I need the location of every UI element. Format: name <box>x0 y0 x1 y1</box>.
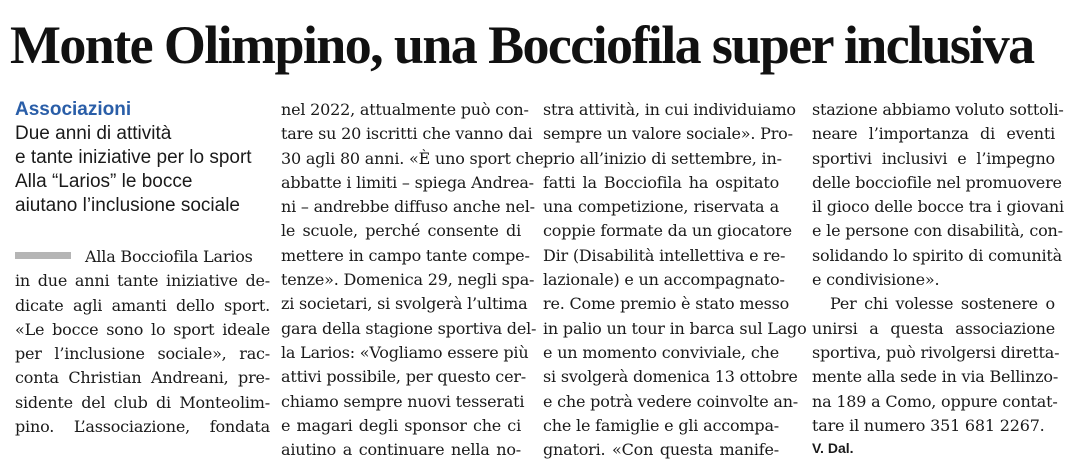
article-line: abbatte i limiti – spiega Andrea- <box>281 172 534 192</box>
article-line: fatti la Bocciofila ha ospitato <box>543 172 779 192</box>
summary-line: Alla “Larios” le bocce <box>15 171 193 192</box>
article-line: il gioco delle bocce tra i giovani <box>812 197 1064 217</box>
article-line: Alla Bocciofila Larios <box>15 245 270 269</box>
article-line: dicate agli amanti dello sport. <box>15 295 270 315</box>
article-line: sempre un valore sociale». Pro- <box>543 124 793 144</box>
section-kicker: Associazioni <box>15 99 132 120</box>
column-4 <box>812 98 1064 458</box>
lead-rule-divider <box>15 252 71 259</box>
article-line: gnatori. «Con questa manife- <box>543 440 779 460</box>
article-line: stra attività, in cui individuiamo <box>543 100 796 119</box>
article-line: si svolgerà domenica 13 ottobre <box>543 367 798 387</box>
column-1 <box>15 98 270 439</box>
article-line: coppie formate da un giocatore <box>543 221 792 241</box>
article-line: le scuole, perché consente di <box>281 221 521 241</box>
article-line: che le famiglie e gli accompa- <box>543 415 779 435</box>
summary-line: Due anni di attività <box>15 123 172 144</box>
article-line: in palio un tour in barca sul Lago <box>543 318 807 338</box>
article-line: sportivi inclusivi e l’impegno <box>812 148 1055 168</box>
article-line: mettere in campo tante compe- <box>281 245 530 265</box>
article-line: unirsi a questa associazione <box>812 318 1055 338</box>
article-line: e un momento conviviale, che <box>543 342 779 362</box>
article-line: chiamo sempre nuovi tesserati <box>281 391 525 411</box>
article-line: 30 agli 80 anni. «È uno sport che <box>281 148 544 168</box>
article-line: per l’inclusione sociale», rac- <box>15 344 270 364</box>
article-line: e le persone con disabilità, con- <box>812 221 1063 241</box>
article-line: re. Come premio è stato messo <box>543 294 790 314</box>
article-line: e condivisione». <box>812 270 940 290</box>
author-signature: V. Dal. <box>812 440 854 457</box>
article-line: mente alla sede in via Bellinzo- <box>812 367 1059 387</box>
article-line: nel 2022, attualmente può con- <box>281 100 529 119</box>
article-line: Dir (Disabilità intellettiva e re- <box>543 245 786 265</box>
article-line: solidando lo spirito di comunità <box>812 245 1062 265</box>
article-line: tare il numero 351 681 2267. <box>812 415 1045 435</box>
article-line: tenze». Domenica 29, negli spa- <box>281 270 535 290</box>
summary-line: aiutano l’inclusione sociale <box>15 195 240 216</box>
column-2 <box>281 98 544 462</box>
article-line: e magari degli sponsor che ci <box>281 415 521 435</box>
article-line: stazione abbiamo voluto sottoli- <box>812 100 1064 119</box>
article-line: e che potrà vedere coinvolte an- <box>543 391 799 411</box>
article-line: zi societari, si svolgerà l’ultima <box>281 294 528 314</box>
article-line: aiutino a continuare nella no- <box>281 440 521 460</box>
article-line: na 189 a Como, oppure contat- <box>812 391 1058 411</box>
article-line: sidente del club di Monteolim- <box>15 392 270 412</box>
article-line: lazionale) e un accompagnato- <box>543 270 785 290</box>
article-line: conta Christian Andreani, pre- <box>15 368 270 388</box>
article-line: prio all’inizio di settembre, in- <box>543 148 782 168</box>
article-line: in due anni tante iniziative de- <box>15 271 270 291</box>
article-line: pino. L’associazione, fondata <box>15 417 270 437</box>
column-3 <box>543 98 807 462</box>
article-line: ni – andrebbe diffuso anche nel- <box>281 197 535 217</box>
article-line: delle bocciofile nel promuovere <box>812 172 1062 192</box>
article-line: gara della stagione sportiva del- <box>281 318 537 338</box>
summary-line: e tante iniziative per lo sport <box>15 147 252 168</box>
article-line: Per chi volesse sostenere o <box>830 294 1055 314</box>
article-line: sportiva, può rivolgersi diretta- <box>812 342 1060 362</box>
article-line: la Larios: «Vogliamo essere più <box>281 342 529 362</box>
article-line: attivi possibile, per questo cer- <box>281 367 526 387</box>
article-line: neare l’importanza di eventi <box>812 124 1055 144</box>
article-line: una competizione, riservata a <box>543 197 779 217</box>
article-line: tare su 20 iscritti che vanno dai <box>281 124 533 144</box>
article-line: «Le bocce sono lo sport ideale <box>15 319 270 339</box>
headline: Monte Olimpino, una Bocciofila super inclusiva <box>10 15 1034 75</box>
